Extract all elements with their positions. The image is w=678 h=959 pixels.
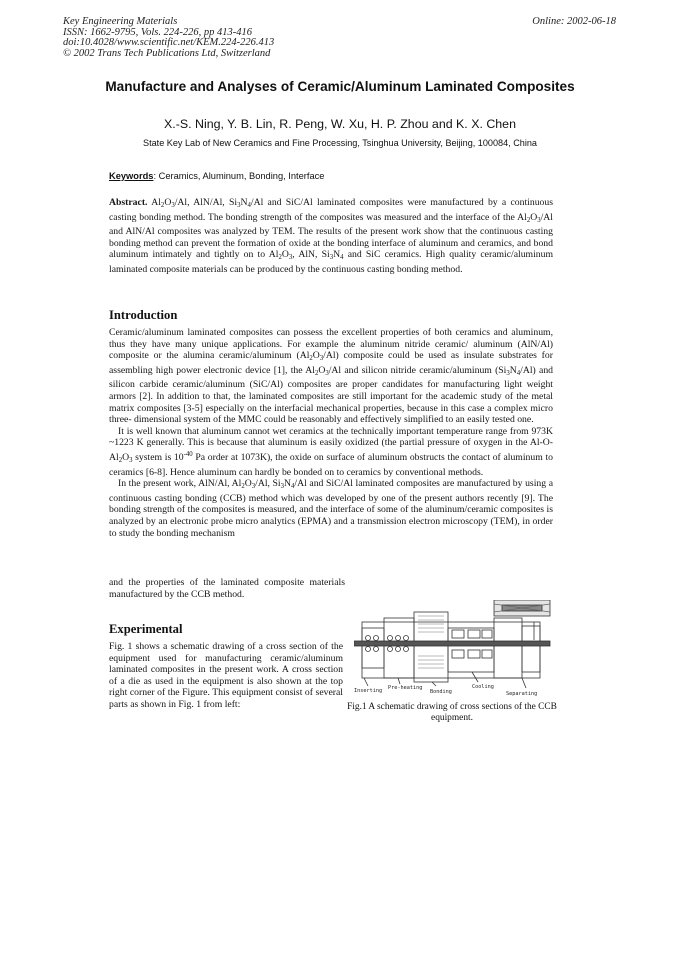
ccb-equipment-figure bbox=[354, 600, 554, 696]
paper-title: Manufacture and Analyses of Ceramic/Aluminum Laminated Composites bbox=[105, 79, 575, 94]
laminate-strip bbox=[354, 641, 550, 646]
authors: X.-S. Ning, Y. B. Lin, R. Peng, W. Xu, H. P. Zhou and K. X. Chen bbox=[164, 117, 516, 131]
intro-paragraph-tail: and the properties of the laminated composite materials manufactured by the CCB method. bbox=[109, 577, 345, 600]
intro-paragraph-1: Ceramic/aluminum laminated composites can possess the excellent properties of both ceramics and aluminum, thus they have many unique applications. For example the aluminum nitride ceramic/ aluminum (AlN/Al) composite or the alumina ceramic/aluminum $(Al_2O_3/Al)$ composite could be used as insulate substrates for assembling high power electronic device [1], the $Al_2O_3/Al$ and silicon nitride ceramic/aluminum $(Si_3N_4/Al)$ and silicon carbide ceramic/aluminum (SiC/Al) composites are proper candidates for manufacturing light weight armors [2]. In addition to that, the laminated composites are still important for the academic study of the metal matrix composites [3-5] especially on the interfacial mechanical properties, because in this case a complex micro three- dimensional system of the MMC could be reasonably and effectively simplified to an easily tested one. bbox=[109, 327, 554, 426]
abstract-label: Abstract. bbox=[109, 197, 148, 208]
journal-header bbox=[63, 17, 274, 59]
intro-paragraph-3: In the present work, AlN/Al, $Al_2O_3/Al$, $Si_3N_4/Al$ and SiC/Al laminated composites are manufactured by using a continuous casting bonding (CCB) method which was developed by one of the present authors recently [9]. The bonding strength of the composites is measured, and the interface of some of the aluminum/ceramic composites is analyzed by an electronic probe micro analytics (EPMA) and a transmission electron microscopy (TEM), in order to study the bonding mechanism bbox=[109, 478, 553, 539]
preheating-section bbox=[384, 618, 414, 678]
abstract-text: $Al_2O_3/Al$, AlN/Al, $Si_3N_4/Al$ and SiC/Al laminated composites were manufactured by a continuous casting bonding method. The bonding strength of the composites was measured and the interface of the $Al_2O_3/Al$ and AlN/Al composites was analyzed by TEM. The results of the present work show that the continuous casting bonding method can prevent the formation of oxide at the bonding interface of aluminum and ceramics, and bond aluminum intimately and tightly on to $Al_2O_3$, AlN, $Si_3N_4$ and SiC ceramics. High quality ceramic/aluminum laminated composite materials can be produced by the continuous casting bonding method. bbox=[109, 197, 553, 275]
experimental-text: Fig. 1 shows a schematic drawing of a cross section of the equipment used for manufacturing ceramic/aluminum laminated composites in the present work. A cross section of a die as used in the equipment is also shown at the top right corner of the Figure. This equipment consist of several parts as shown in Fig. 1 from left: bbox=[109, 641, 343, 710]
label-bonding: Bonding bbox=[430, 689, 452, 695]
intro-paragraph-2: It is well known that aluminum cannot wet ceramics at the technically important temperature range from 973K ~1223 K generally. This is because that aluminum is easily oxidized (the partial pressure of oxygen in the Al-O- $Al_2O_3$ system is $10^{-40}$ Pa order at 1073K), the oxide on surface of aluminum obstructs the contact of aluminum to ceramics [6-8]. Hence aluminum can hardly be bonded on to ceramics by conventional methods. bbox=[109, 425, 553, 478]
separating-section bbox=[494, 618, 522, 678]
online-date: Online: 2002-06-18 bbox=[532, 16, 616, 27]
label-inserting: Inserting bbox=[354, 688, 383, 694]
intro-heading: Introduction bbox=[109, 308, 178, 322]
doi-line: doi:10.4028/www.scientific.net/KEM.224-226.413 bbox=[63, 37, 275, 49]
issn-line: ISSN: 1662-9795, Vols. 224-226, pp 413-416 bbox=[63, 26, 252, 38]
affiliation: State Key Lab of New Ceramics and Fine Processing, Tsinghua University, Beijing, 100084, China bbox=[143, 138, 537, 148]
equipment-body bbox=[362, 622, 540, 678]
keywords-label: Keywords bbox=[109, 171, 154, 181]
label-separating: Separating bbox=[506, 691, 538, 696]
label-preheating: Pre-heating bbox=[388, 685, 423, 691]
label-cooling: Cooling bbox=[472, 684, 494, 690]
figure-caption: Fig.1 A schematic drawing of cross sections of the CCB equipment. bbox=[347, 702, 557, 724]
keywords-text: : Ceramics, Aluminum, Bonding, Interface bbox=[153, 171, 325, 181]
experimental-heading: Experimental bbox=[109, 622, 183, 636]
intro-body bbox=[109, 327, 553, 539]
abstract bbox=[109, 197, 553, 276]
copyright-line: © 2002 Trans Tech Publications Ltd, Switzerland bbox=[63, 47, 271, 59]
keywords bbox=[109, 171, 324, 181]
journal-name: Key Engineering Materials bbox=[63, 16, 178, 27]
bonding-section bbox=[414, 612, 448, 682]
